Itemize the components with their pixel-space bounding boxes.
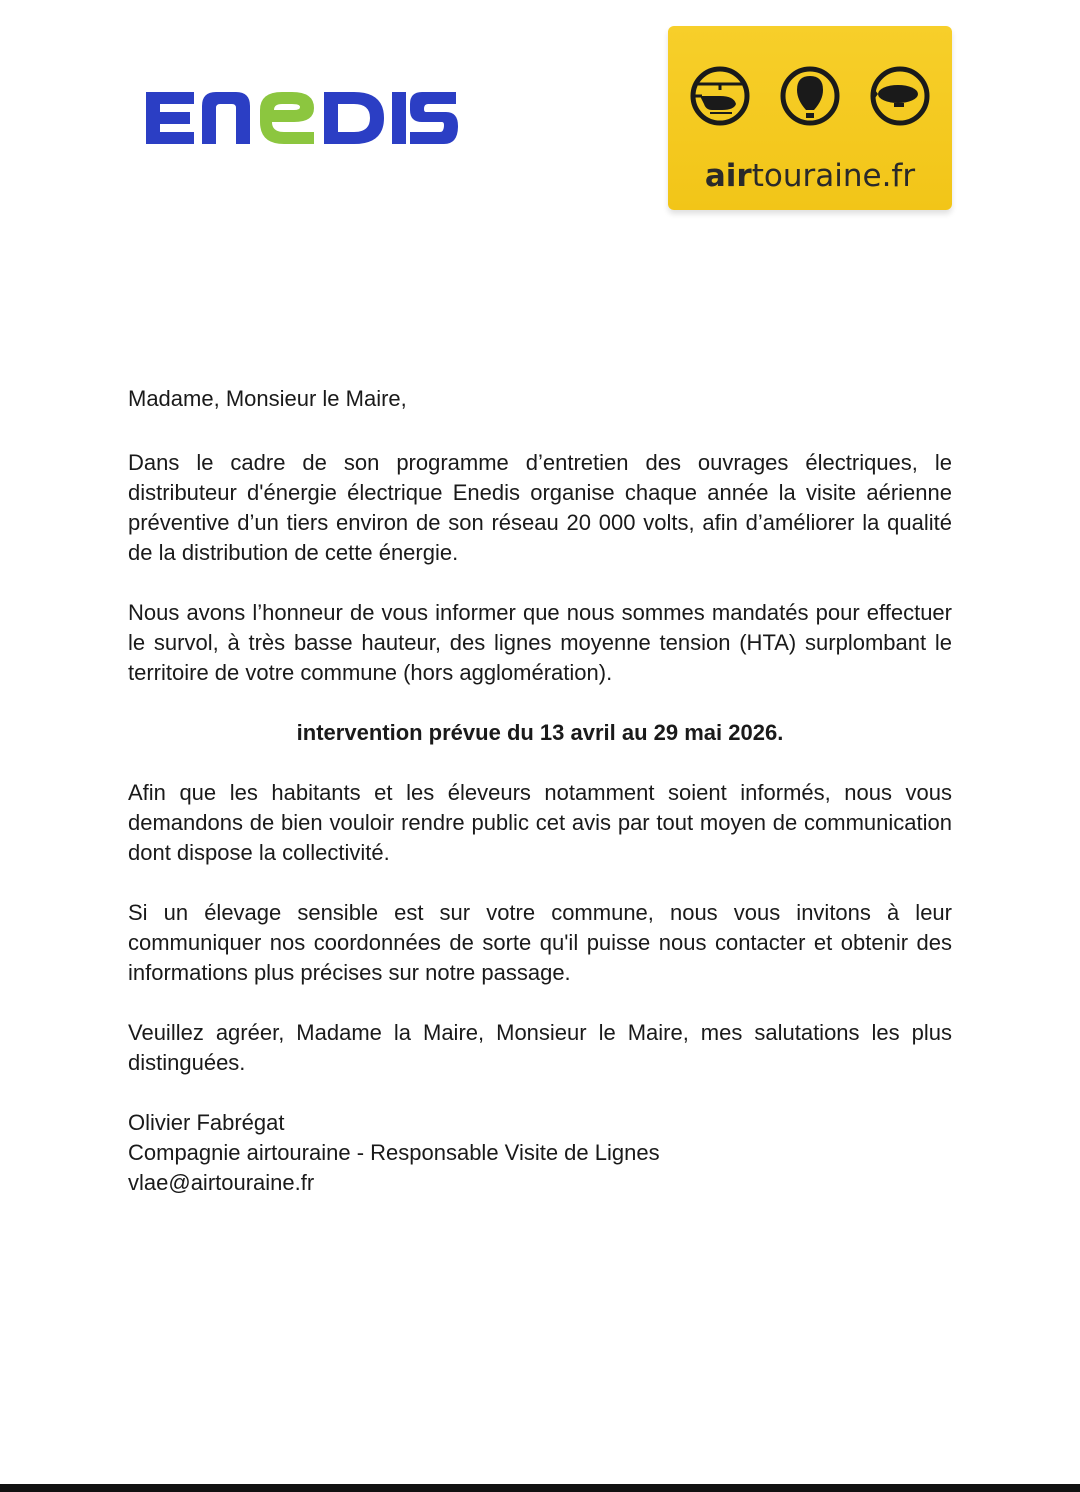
enedis-wordmark bbox=[138, 80, 468, 160]
signature-name: Olivier Fabrégat bbox=[128, 1110, 285, 1135]
brand-bold: air bbox=[704, 158, 752, 194]
signature-email[interactable]: vlae@airtouraine.fr bbox=[128, 1170, 315, 1195]
signature-role: Compagnie airtouraine - Responsable Visite de Lignes bbox=[128, 1140, 660, 1165]
airship-icon bbox=[872, 69, 927, 123]
brand-rest: touraine.fr bbox=[751, 158, 916, 194]
airtouraine-brand-text bbox=[668, 158, 952, 194]
paragraph-livestock: Si un élevage sensible est sur votre commune, nous vous invitons à leur communiquer nos coordonnées de sorte qu'il puisse nous contacter et obtenir des informations plus précises sur notre passage. bbox=[128, 900, 952, 985]
intervention-dates: intervention prévue du 13 avril au 29 mai 2026. bbox=[296, 720, 784, 745]
paragraph-publicity: Afin que les habitants et les éleveurs notamment soient informés, nous vous demandons de bien vouloir rendre public cet avis par tout moyen de communication dont dispose la collectivité. bbox=[128, 780, 952, 865]
closing-formula: Veuillez agréer, Madame la Maire, Monsieur le Maire, mes salutations les plus distinguées. bbox=[128, 1020, 952, 1075]
paragraph-overflight: Nous avons l’honneur de vous informer que nous sommes mandatés pour effectuer le survol, à très basse hauteur, des lignes moyenne tension (HTA) surplombant le territoire de votre commune (hors agglomération). bbox=[128, 600, 952, 685]
greeting: Madame, Monsieur le Maire, bbox=[128, 386, 407, 411]
enedis-logo bbox=[128, 28, 468, 218]
paragraph-maintenance: Dans le cadre de son programme d’entretien des ouvrages électriques, le distributeur d'énergie électrique Enedis organise chaque année la visite aérienne préventive d’un tiers environ de son réseau 20 000 volts, afin d’améliorer la qualité de la distribution de cette énergie. bbox=[128, 450, 952, 565]
aircraft-icons bbox=[690, 66, 930, 150]
airtouraine-logo bbox=[668, 26, 952, 210]
letter-body bbox=[128, 384, 952, 1198]
helicopter-icon bbox=[693, 69, 747, 123]
bottom-bar bbox=[0, 1484, 1080, 1492]
hot-air-balloon-icon bbox=[783, 69, 837, 123]
